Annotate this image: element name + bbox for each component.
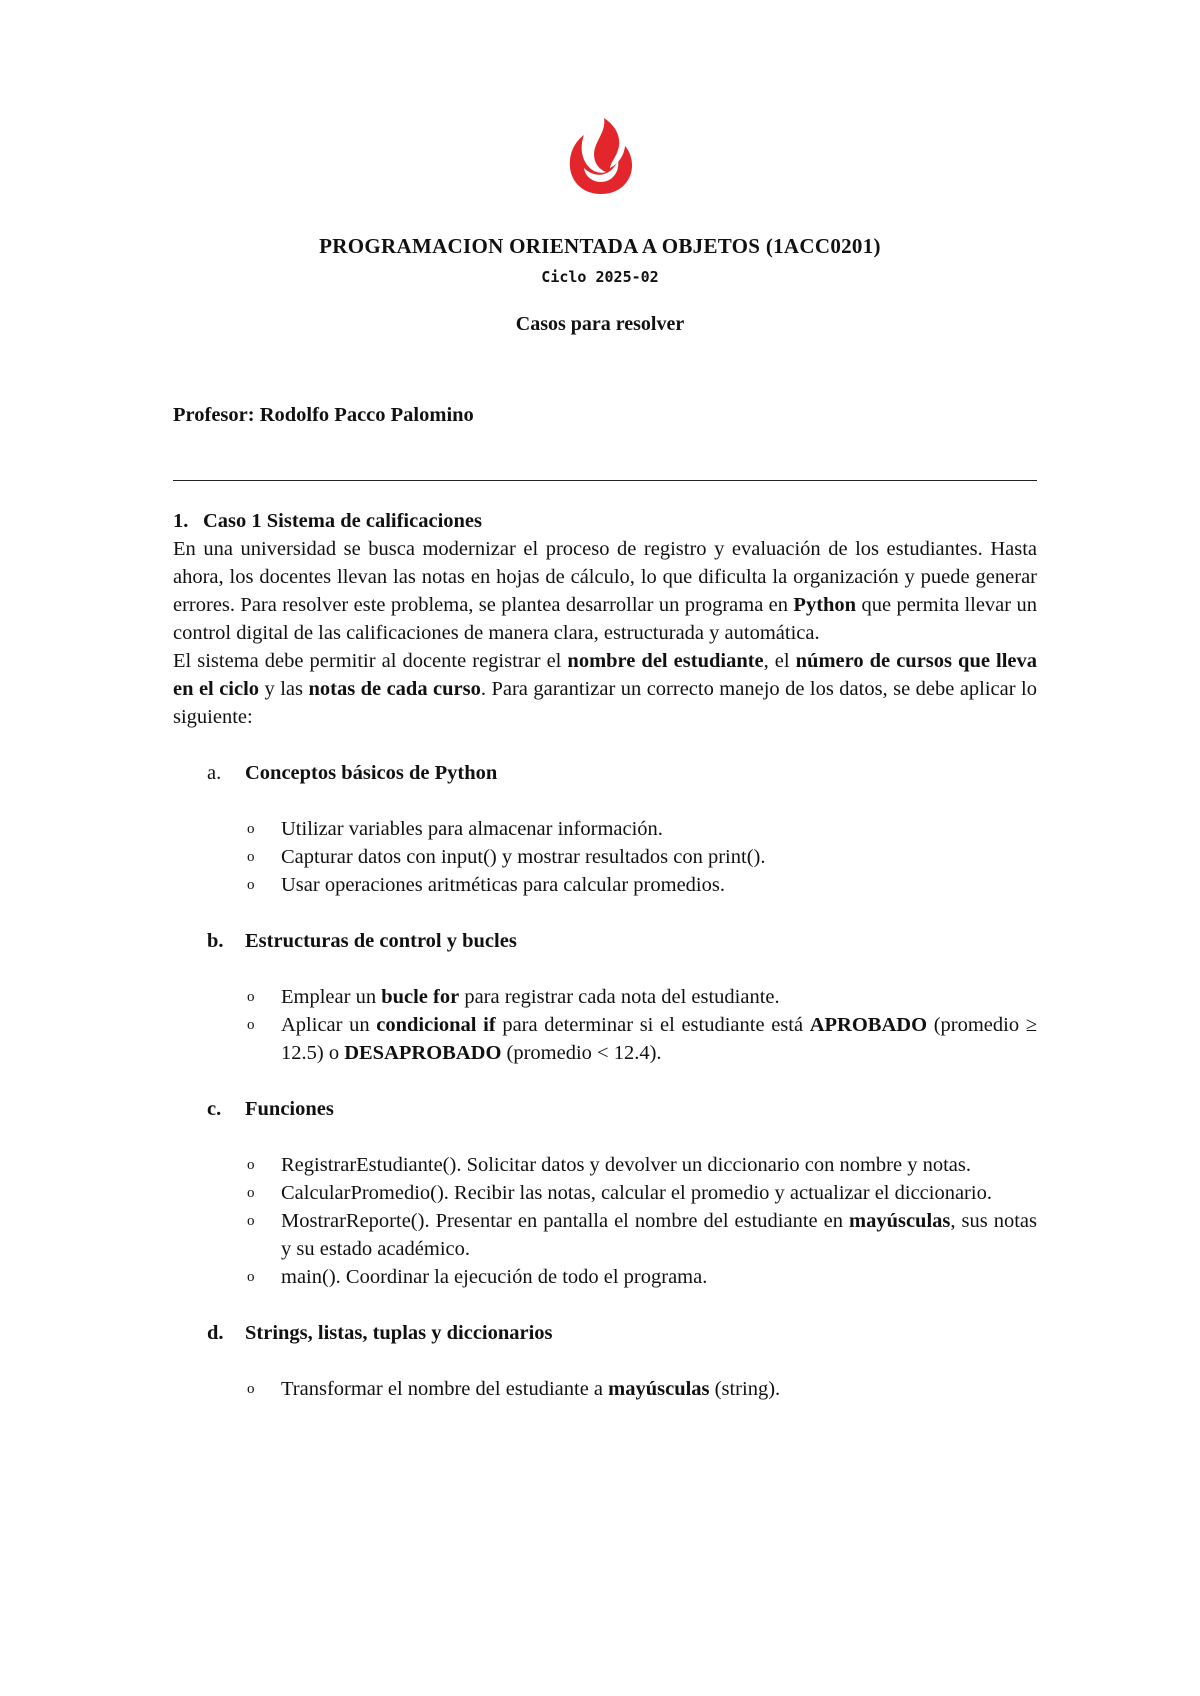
section-d-letter: d. bbox=[207, 1322, 224, 1344]
req-bold-1: nombre del estudiante bbox=[567, 650, 764, 672]
section-c-title: Funciones bbox=[245, 1098, 334, 1120]
list-item-text: para registrar cada nota del estudiante. bbox=[459, 986, 780, 1008]
list-item bbox=[247, 1375, 1037, 1403]
bold-mayusculas: mayúsculas bbox=[608, 1378, 710, 1400]
case-number: 1. bbox=[173, 510, 189, 532]
bold-aprobado: APROBADO bbox=[809, 1014, 928, 1036]
list-item bbox=[247, 1011, 1037, 1067]
document-subtitle: Casos para resolver bbox=[515, 313, 685, 335]
bold-desaprobado: DESAPROBADO bbox=[344, 1042, 502, 1064]
document-body bbox=[173, 507, 1037, 1403]
bullet-icon: o bbox=[247, 1269, 255, 1285]
list-item bbox=[247, 815, 1037, 843]
bullet-icon: o bbox=[247, 849, 255, 865]
bullet-icon: o bbox=[247, 1017, 255, 1033]
cycle-label: Ciclo 2025-02 bbox=[541, 268, 659, 286]
list-item-text: para determinar si el estudiante está bbox=[495, 1014, 810, 1036]
list-item bbox=[247, 843, 1037, 871]
bullet-icon: o bbox=[247, 1213, 255, 1229]
case-title: Caso 1 Sistema de calificaciones bbox=[203, 510, 482, 532]
list-item-text: Utilizar variables para almacenar información. bbox=[281, 818, 663, 840]
list-item-text: (promedio < 12.4). bbox=[501, 1042, 662, 1064]
intro-paragraph bbox=[173, 535, 1037, 647]
bullet-icon: o bbox=[247, 1381, 255, 1397]
section-a-letter: a. bbox=[207, 762, 222, 784]
bullet-icon: o bbox=[247, 821, 255, 837]
document-title: PROGRAMACION ORIENTADA A OBJETOS (1ACC0201) bbox=[319, 234, 881, 258]
bullet-icon: o bbox=[247, 877, 255, 893]
list-item bbox=[247, 983, 1037, 1011]
intro-text: En una universidad se busca modernizar el proceso de registro y evaluación de los estudiantes. Hasta ahora, los docentes llevan las notas en hojas de cálculo, lo que dificulta la organización y puede generar errores. Para resolver este problema, se plantea desarrollar un programa en bbox=[173, 538, 1037, 616]
list-item bbox=[247, 1151, 1037, 1179]
bullet-icon: o bbox=[247, 1157, 255, 1173]
intro-text-end: que permita llevar un control digital de las calificaciones de manera clara, estructurada y automática. bbox=[173, 594, 1037, 644]
bullet-icon: o bbox=[247, 989, 255, 1005]
bullet-icon: o bbox=[247, 1185, 255, 1201]
section-b-heading bbox=[173, 927, 1037, 955]
bold-bucle-for: bucle for bbox=[381, 986, 460, 1008]
list-item-text: Emplear un bbox=[281, 986, 382, 1008]
list-item bbox=[247, 1179, 1037, 1207]
requirements-paragraph bbox=[173, 647, 1037, 731]
list-item-text: (string). bbox=[709, 1378, 781, 1400]
section-c-letter: c. bbox=[207, 1098, 222, 1120]
section-c-heading bbox=[173, 1095, 1037, 1123]
list-item bbox=[247, 871, 1037, 899]
section-d-heading bbox=[173, 1319, 1037, 1347]
list-item-text: CalcularPromedio(). Recibir las notas, calcular el promedio y actualizar el diccionario. bbox=[281, 1182, 992, 1204]
section-d-title: Strings, listas, tuplas y diccionarios bbox=[245, 1322, 553, 1344]
list-item-text: Usar operaciones aritméticas para calcular promedios. bbox=[281, 874, 725, 896]
section-a-heading bbox=[173, 759, 1037, 787]
list-item bbox=[247, 1263, 1037, 1291]
bold-mayusculas: mayúsculas bbox=[849, 1210, 951, 1232]
section-b-list bbox=[173, 983, 1037, 1067]
list-item-text: main(). Coordinar la ejecución de todo el programa. bbox=[281, 1266, 708, 1288]
section-b-title: Estructuras de control y bucles bbox=[245, 930, 517, 952]
section-c-list bbox=[173, 1151, 1037, 1291]
list-item-text: (promedio ≥ 12.5) o bbox=[281, 1014, 1037, 1064]
req-text-3: y las bbox=[259, 678, 309, 700]
req-bold-3: notas de cada curso bbox=[308, 678, 481, 700]
list-item-text: Capturar datos con input() y mostrar resultados con print(). bbox=[281, 846, 766, 868]
req-text-1: El sistema debe permitir al docente registrar el bbox=[173, 650, 568, 672]
upc-flame-logo bbox=[566, 116, 636, 196]
horizontal-divider bbox=[173, 480, 1037, 481]
intro-bold-python: Python bbox=[793, 594, 857, 616]
case-heading bbox=[173, 507, 1037, 535]
list-item-text: RegistrarEstudiante(). Solicitar datos y devolver un diccionario con nombre y notas. bbox=[281, 1154, 971, 1176]
section-a-title: Conceptos básicos de Python bbox=[245, 762, 498, 784]
bold-condicional-if: condicional if bbox=[376, 1014, 496, 1036]
section-a-list bbox=[173, 815, 1037, 899]
professor-name: Profesor: Rodolfo Pacco Palomino bbox=[173, 404, 474, 426]
section-d-list bbox=[173, 1375, 1037, 1403]
section-b-letter: b. bbox=[207, 930, 224, 952]
list-item-text: , sus notas y su estado académico. bbox=[281, 1210, 1037, 1260]
list-item-text: MostrarReporte(). Presentar en pantalla el nombre del estudiante en bbox=[281, 1210, 849, 1232]
req-bold-2: número de cursos que lleva en el ciclo bbox=[173, 650, 1037, 700]
req-text-4: . Para garantizar un correcto manejo de los datos, se debe aplicar lo siguiente: bbox=[173, 678, 1037, 728]
list-item-text: Transformar el nombre del estudiante a bbox=[281, 1378, 609, 1400]
list-item bbox=[247, 1207, 1037, 1263]
list-item-text: Aplicar un bbox=[281, 1014, 377, 1036]
req-text-2: , el bbox=[763, 650, 796, 672]
